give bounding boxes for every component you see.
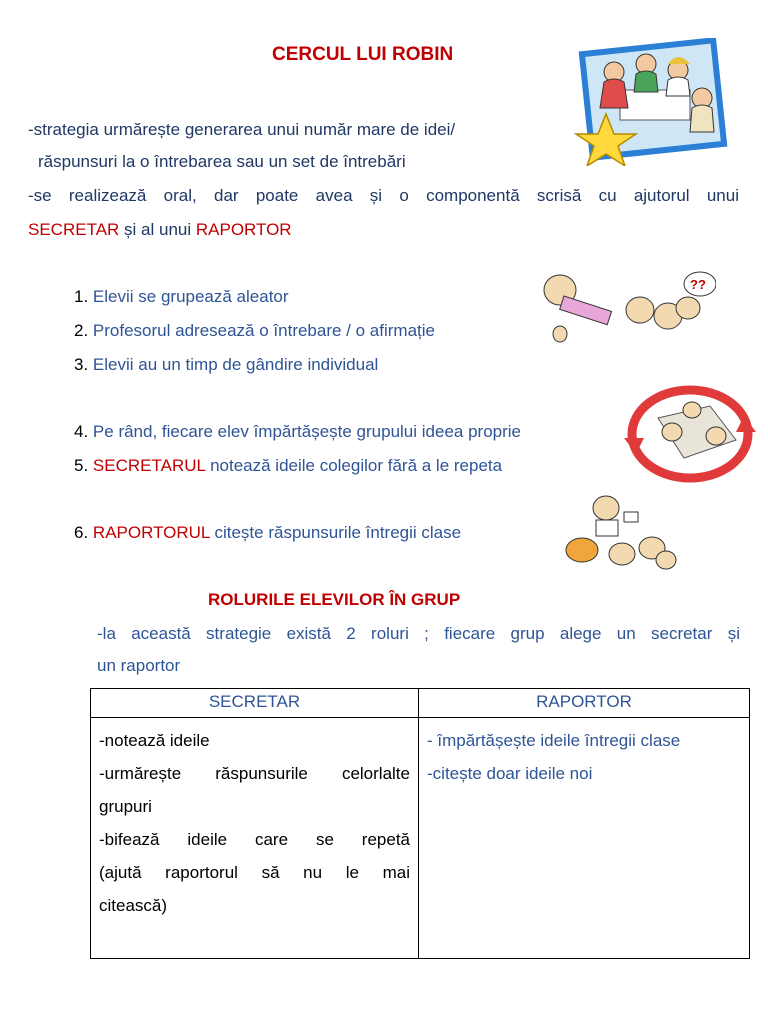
- page-title: CERCUL LUI ROBIN: [272, 44, 454, 65]
- duty-line: -notează ideile: [99, 731, 210, 750]
- intro-connector: și al unui: [119, 220, 196, 239]
- duty-line: -citește doar ideile noi: [427, 764, 593, 783]
- step-text: notează ideile colegilor fără a le repeta: [205, 456, 503, 475]
- intro-line-1: -strategia urmărește generarea unui număr mare de idei/: [28, 120, 456, 139]
- step-number: 4.: [74, 422, 89, 441]
- step-number: 6.: [74, 523, 89, 542]
- raportor-term: RAPORTOR: [195, 220, 292, 239]
- secretarul-term: SECRETARUL: [92, 456, 206, 475]
- roles-line-2: un raportor: [97, 656, 181, 675]
- step-text: Elevii se grupează aleator: [92, 287, 289, 306]
- step-text: Profesorul adresează o întrebare / o afirmație: [92, 321, 435, 340]
- question-heads-image: [540, 268, 716, 350]
- roles-heading: ROLURILE ELEVILOR ÎN GRUP: [208, 590, 461, 609]
- step-6: [74, 523, 461, 543]
- duty-line: - împărtășește ideile întregii clase: [427, 731, 681, 750]
- step-3: [74, 355, 378, 375]
- intro-line-4: [28, 220, 292, 240]
- step-number: 1.: [74, 287, 89, 306]
- secretar-duties: [91, 718, 419, 959]
- secretar-header: SECRETAR: [91, 689, 419, 718]
- step-number: 3.: [74, 355, 89, 374]
- raportorul-term: RAPORTORUL: [92, 523, 210, 542]
- sharing-circle-image: [618, 378, 758, 488]
- duty-line: (ajută raportorul să nu le mai: [99, 863, 410, 882]
- step-2: [74, 321, 435, 341]
- secretar-term: SECRETAR: [28, 220, 120, 239]
- raportor-header: RAPORTOR: [419, 689, 750, 718]
- reporter-group-image: [562, 488, 686, 574]
- step-number: 5.: [74, 456, 89, 475]
- duty-line: grupuri: [99, 797, 152, 816]
- roles-line-1: -la această strategie există 2 roluri ; fiecare grup alege un secretar și: [97, 624, 740, 643]
- step-text: citește răspunsurile întregii clase: [209, 523, 462, 542]
- step-text: Pe rând, fiecare elev împărtășește grupului ideea proprie: [92, 422, 522, 441]
- intro-line-3: -se realizează oral, dar poate avea și o componentă scrisă cu ajutorul unui: [28, 186, 739, 205]
- group-meeting-star-image: [570, 38, 730, 166]
- step-4: [74, 422, 521, 442]
- question-bubble-text: ??: [690, 277, 706, 292]
- step-1: [74, 287, 289, 307]
- intro-line-2: răspunsuri la o întrebarea sau un set de întrebări: [38, 152, 406, 171]
- step-number: 2.: [74, 321, 89, 340]
- roles-table: [90, 688, 750, 959]
- step-5: [74, 456, 502, 476]
- duty-line: -bifează ideile care se repetă: [99, 830, 410, 849]
- raportor-duties: [419, 718, 750, 959]
- duty-line: -urmărește răspunsurile celorlalte: [99, 764, 410, 783]
- step-text: Elevii au un timp de gândire individual: [92, 355, 379, 374]
- duty-line: citească): [99, 896, 168, 915]
